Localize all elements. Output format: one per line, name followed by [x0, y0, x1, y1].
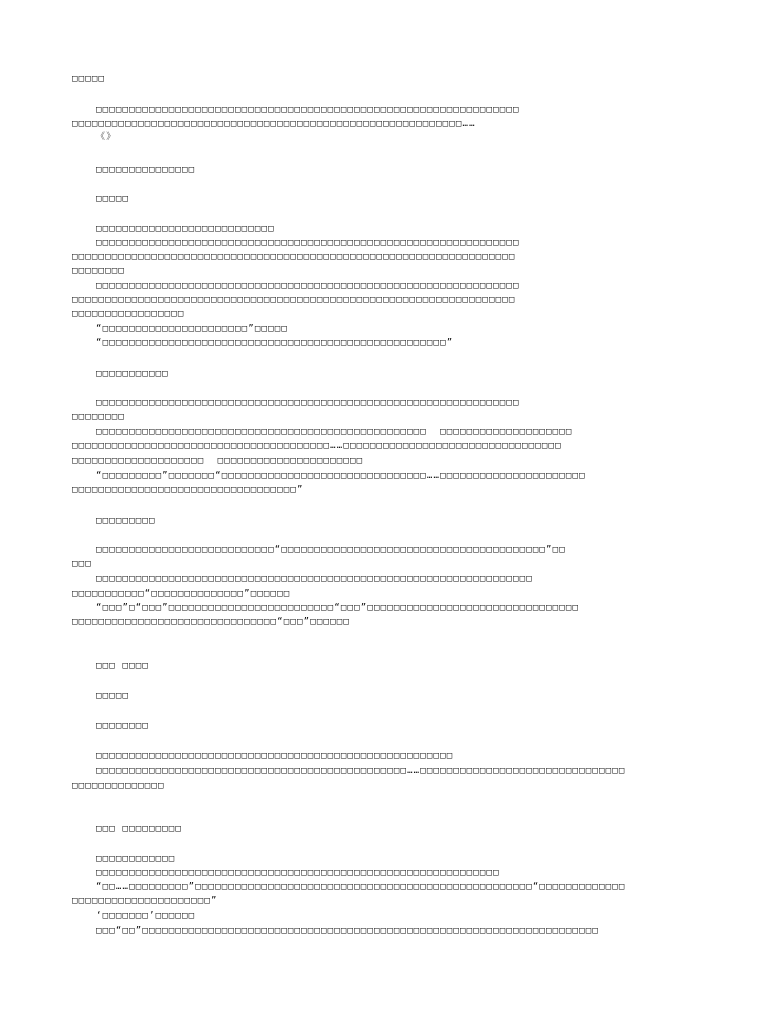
text-line: “□□□”□“□□□”□□□□□□□□□□□□□□□□□□□□□□□□□“□□□”□□□□□□□□□□□□□□□□□□□□□□□□□□□□□□□□ — [96, 603, 580, 613]
text-line: □□□□□□□□□ — [96, 516, 156, 526]
text-line: □□□□□□□□□□□□□□□□□□□□□□□□□□□□□□□“□□□”□□□□□□ — [72, 617, 350, 627]
text-line: □□□□□□□□□□□□□□□□□ — [72, 309, 185, 319]
text-line: □□□□□□□□□□□□□□□ — [96, 165, 196, 175]
text-line: □□□□□□□□□□□□□□□□□□□□□” — [72, 896, 218, 906]
text-line: □□□□□□□□ — [96, 721, 149, 731]
text-line: □□□□□□□□□□□□□□□□□□□□□□□□□□□□□□□□□□□□□□□□□□□□□□□□□□□□□□ — [96, 751, 454, 761]
text-line: □□□ □□□□ — [96, 661, 149, 671]
text-line: □□□□□□□□ — [72, 266, 125, 276]
text-line: □□□□□□□□□□□□□□□□□□□□□□□□□□□ — [96, 224, 275, 234]
text-line: 《》 — [96, 132, 117, 142]
text-line: “□□□□□□□□□□□□□□□□□□□□□□”□□□□□ — [96, 324, 288, 334]
text-line: □□□□□□□□□□□□□□□□□□□□□□□□□□□“□□□□□□□□□□□□□□□□□□□□□□□□□□□□□□□□□□□□□□□□”□□ — [96, 545, 566, 555]
text-line: “□□□□□□□□□□□□□□□□□□□□□□□□□□□□□□□□□□□□□□□□□□□□□□□□□□□□” — [96, 338, 454, 348]
text-line: □□□□□□□□□□□□□□□□□□□□□□□□□□□□□□□□□□□□□□□□□□□□□□□□□□□□□□□□□□□□□□□□□□□ — [72, 295, 516, 305]
text-line: □□□□□□□□□□□□□□□□□□□□□□□□□□□□□□□□□□□□□□□……□□□□□□□□□□□□□□□□□□□□□□□□□□□□□□□□□ — [72, 441, 562, 451]
text-line: □□□□□□□□□□□□□□□□□□□□□□□□□□□□□□□□□□□□□□□□□□□□□□□□□□□□□□□□□□□□□□□□□□□ — [72, 252, 516, 262]
text-line: “□□……□□□□□□□□□”□□□□□□□□□□□□□□□□□□□□□□□□□□□□□□□□□□□□□□□□□□□□□□□□□□□“□□□□□□□□□□□□□ — [96, 882, 626, 892]
text-line: □□□□□□□□□□□□ — [96, 854, 176, 864]
text-line: □□□□□□□□□□□“□□□□□□□□□□□□□□”□□□□□□ — [72, 589, 291, 599]
text-line: □□□□□□□□□□□□□□□□□□□□□□□□□□□□□□□□□□□□□□□□□□□□□□□□□□□□□□□□□□□…… — [72, 119, 476, 129]
text-line: □□□ — [72, 559, 92, 569]
text-line: □□□ □□□□□□□□□ — [96, 824, 183, 834]
text-line: □□□□□□□□ — [72, 412, 125, 422]
text-line: □□□“□□”□□□□□□□□□□□□□□□□□□□□□□□□□□□□□□□□□□□□□□□□□□□□□□□□□□□□□□□□□□□□□□□□□□□□□ — [96, 926, 600, 936]
text-line: □□□□□□□□□□□□□□□□□□□□□□□□□□□□□□□□□□□□□□□□□□□□□□□□□□□□□□□□□□□□□ — [96, 868, 500, 878]
text-line: □□□□□□□□□□□□□□□□□□□□□□□□□□□□□□□□□□” — [72, 485, 304, 495]
text-line: □□□□□□□□□□□□□□ — [72, 781, 165, 791]
text-line: □□□□□ — [96, 691, 130, 701]
text-line: □□□□□□□□□□□□□□□□□□□□ □□□□□□□□□□□□□□□□□□□□□□ — [72, 456, 364, 466]
text-line: □□□□□□□□□□□□□□□□□□□□□□□□□□□□□□□□□□□□□□□□□□□□□□□□□□□□□□□□□□□□□□□□ — [96, 238, 520, 248]
text-line: □□□□□□□□□□□□□□□□□□□□□□□□□□□□□□□□□□□□□□□□□□□□□□□……□□□□□□□□□□□□□□□□□□□□□□□□□□□□□□□ — [96, 766, 626, 776]
text-line: ‘□□□□□□□’□□□□□□ — [96, 911, 196, 921]
text-line: □□□□□□□□□□□□□□□□□□□□□□□□□□□□□□□□□□□□□□□□□□□□□□□□□□□□□□□□□□□□□□□□ — [96, 105, 520, 115]
text-line: □□□□□ — [96, 194, 130, 204]
text-line: □□□□□□□□□□□ — [96, 369, 169, 379]
text-line: □□□□□□□□□□□□□□□□□□□□□□□□□□□□□□□□□□□□□□□□□□□□□□□□□□□□□□□□□□□□□□□□ — [96, 281, 520, 291]
text-line: □□□□□□□□□□□□□□□□□□□□□□□□□□□□□□□□□□□□□□□□□□□□□□□□□□□□□□□□□□□□□□□□□□ — [96, 574, 533, 584]
text-line: □□□□□□□□□□□□□□□□□□□□□□□□□□□□□□□□□□□□□□□□□□□□□□□□□□□□□□□□□□□□□□□□ — [96, 398, 520, 408]
text-line: □□□□□□□□□□□□□□□□□□□□□□□□□□□□□□□□□□□□□□□□□□□□□□□□□□ □□□□□□□□□□□□□□□□□□□□ — [96, 427, 573, 437]
text-line: □□□□□ — [72, 74, 106, 84]
text-line: “□□□□□□□□□”□□□□□□□“□□□□□□□□□□□□□□□□□□□□□□□□□□□□□□□……□□□□□□□□□□□□□□□□□□□□□□ — [96, 471, 586, 481]
